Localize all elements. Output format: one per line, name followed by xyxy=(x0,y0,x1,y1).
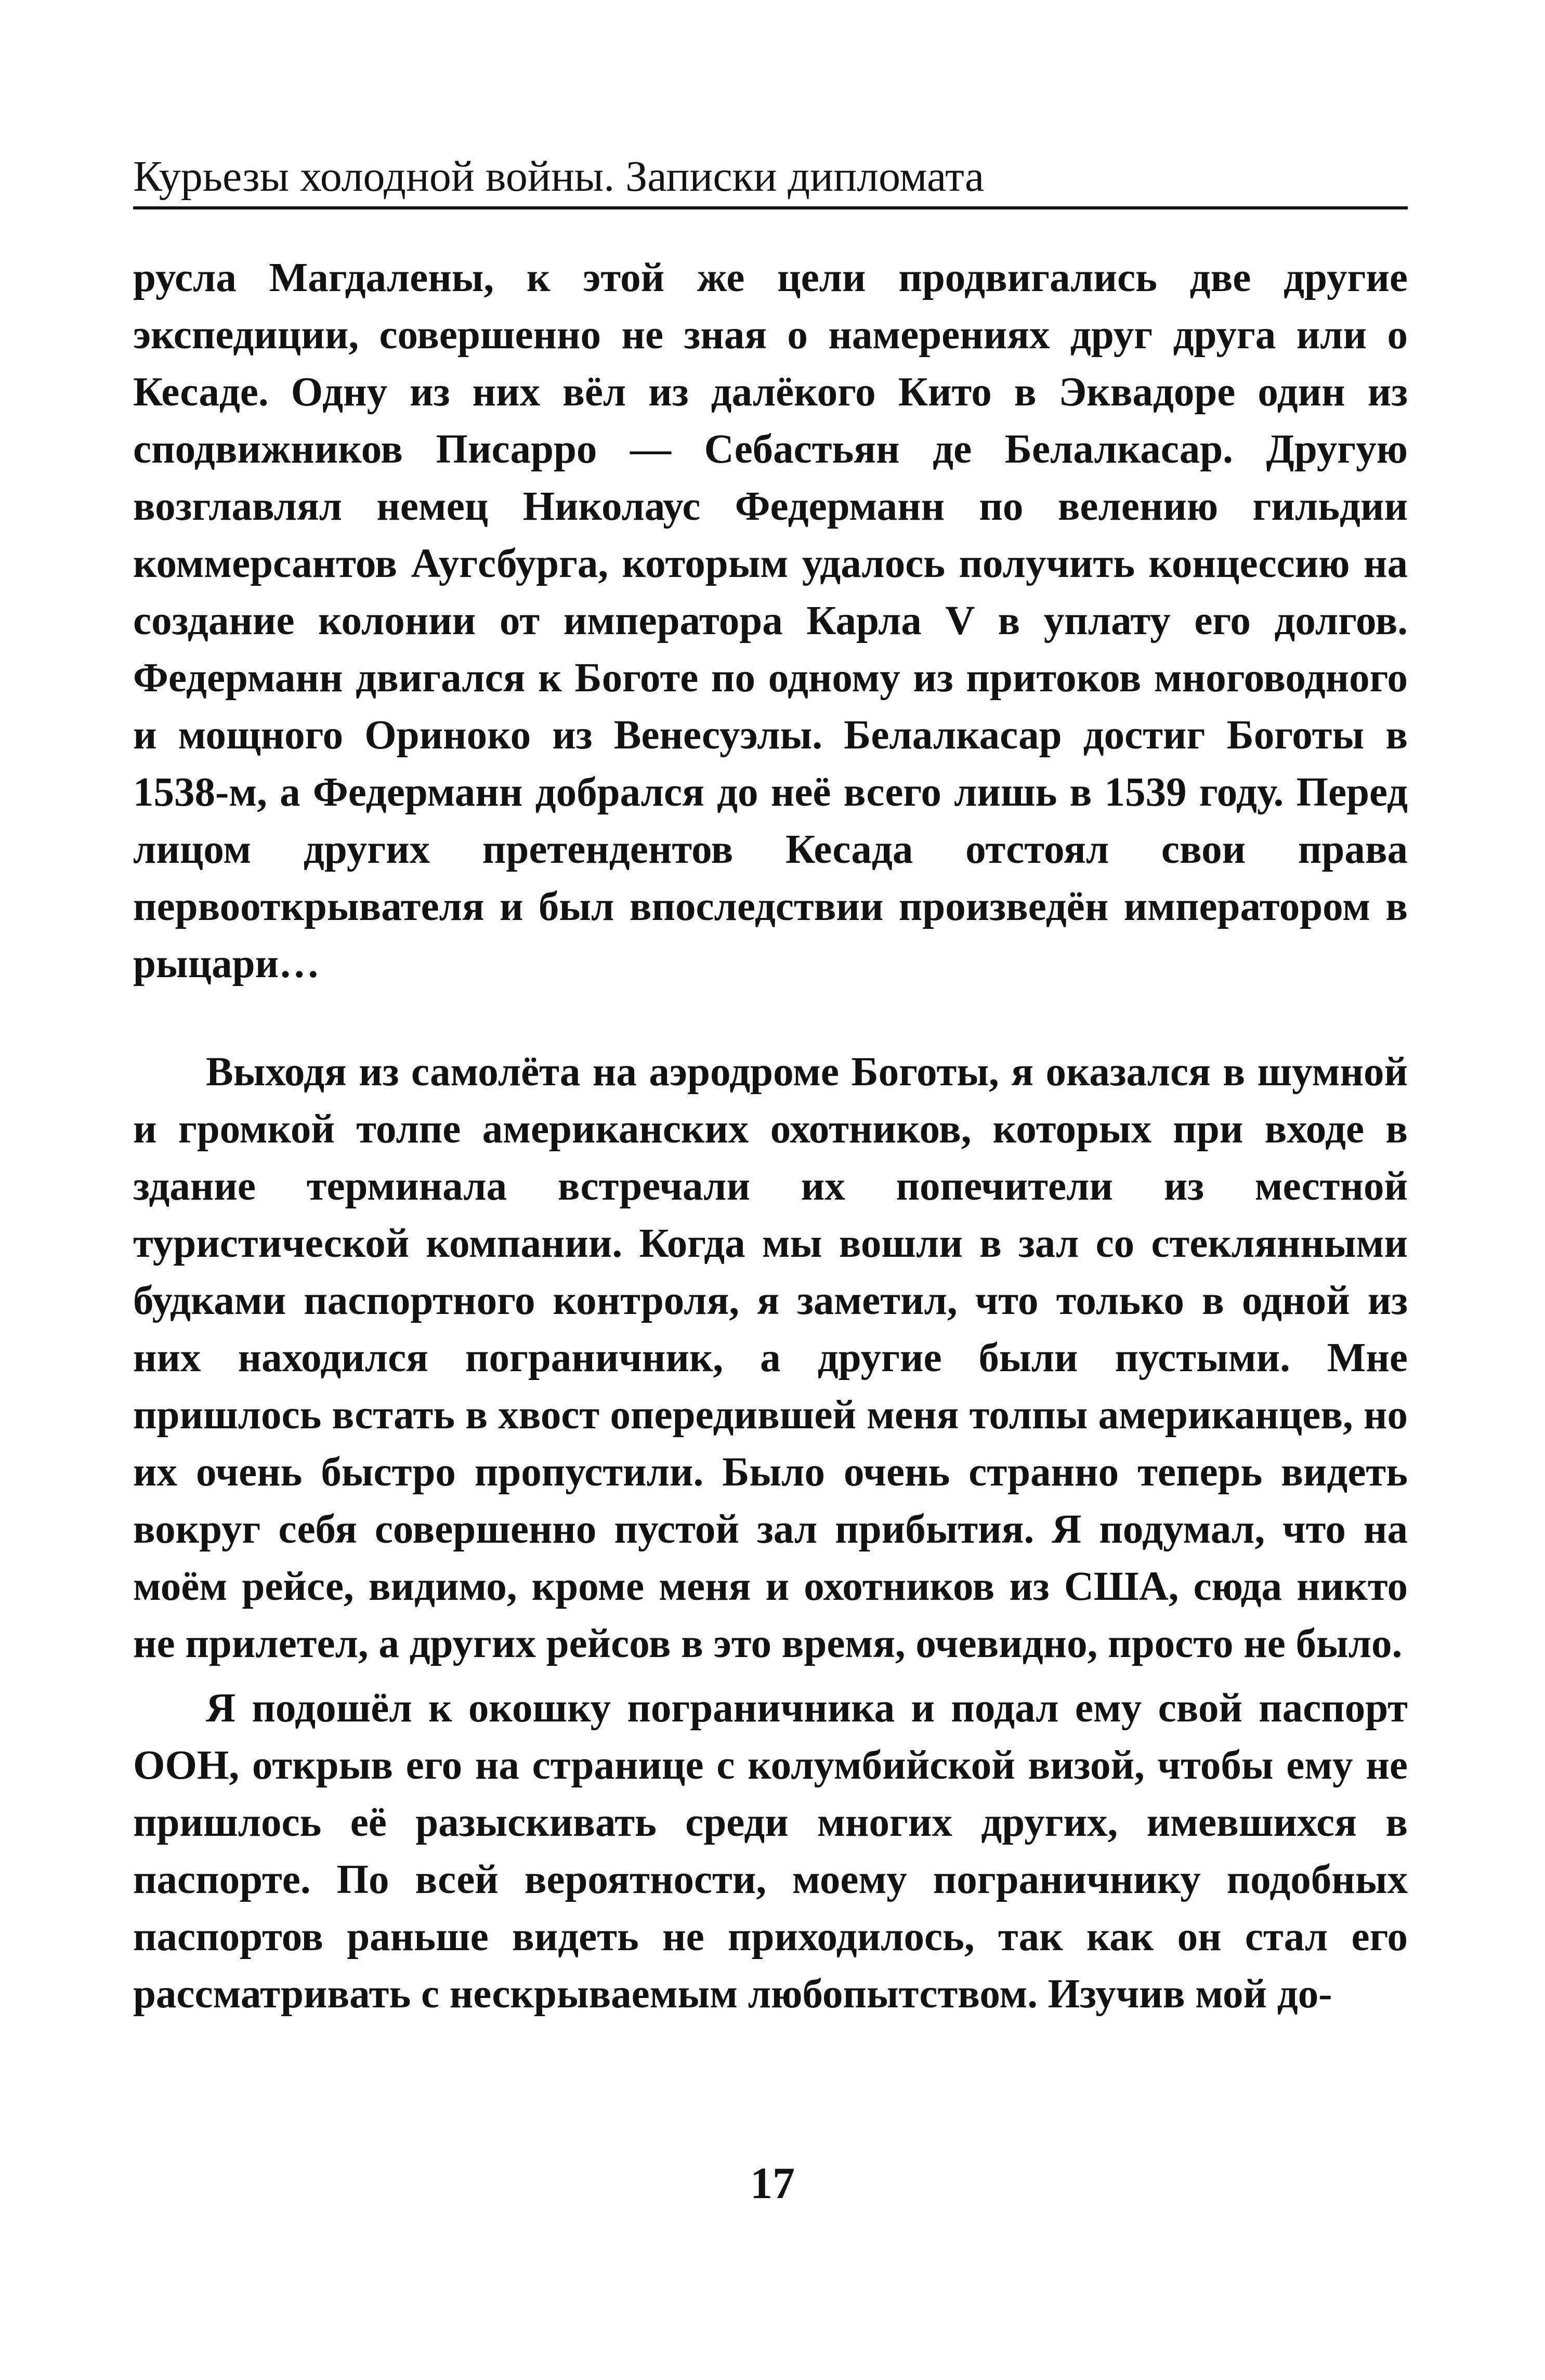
running-head: Курьезы холодной войны. Записки дипломата xyxy=(133,152,985,201)
header-rule xyxy=(133,206,1408,209)
section-text-block xyxy=(133,1044,1408,2023)
continuation-text-block xyxy=(133,249,1408,993)
paragraph-passport: Я подошёл к окошку пограничника и подал ему свой паспорт ООН, открыв его на странице с колумбийской визой, чтобы ему не пришлось её разыскивать среди многих других, имевшихся в паспорте. По всей вероятности, моему пограничнику подобных паспортов раньше видеть не приходилось, так как он стал его рассматривать с нескрываемым любопытством. Изучив мой до- xyxy=(133,1686,1408,2017)
paragraph-arrival: Выходя из самолёта на аэродроме Боготы, я оказался в шумной и громкой толпе американских охотников, которых при входе в здание терминала встречали их попечители из местной туристической компании. Когда мы вошли в зал со стеклянными будками паспортного контроля, я заметил, что только в одной из них находился пограничник, а другие были пустыми. Мне пришлось встать в хвост опередившей меня толпы американцев, но их очень быстро пропустили. Было очень странно теперь видеть вокруг себя совершенно пустой зал прибытия. Я подумал, что на моём рейсе, видимо, кроме меня и охотников из США, сюда никто не прилетел, а других рейсов в это время, очевидно, просто не было. xyxy=(133,1049,1408,1666)
paragraph-continuation: русла Магдалены, к этой же цели продвигались две другие экспедиции, совершенно не зная о намерениях друг друга или о Кесаде. Одну из них вёл из далёкого Кито в Эквадоре один из сподвижников Писарро — Себастьян де Белалкасар. Другую возглавлял немец Николаус Федерманн по велению гильдии коммерсантов Аугсбурга, которым удалось получить концессию на создание колонии от императора Карла V в уплату его долгов. Федерманн двигался к Боготе по одному из притоков многоводного и мощного Ориноко из Венесуэлы. Белалкасар достиг Боготы в 1538-м, а Федерманн добрался до неё всего лишь в 1539 году. Перед лицом других претендентов Кесада отстоял свои права первооткрывателя и был впоследствии произведён императором в рыцари… xyxy=(133,255,1408,987)
page-number: 17 xyxy=(750,2158,795,2208)
